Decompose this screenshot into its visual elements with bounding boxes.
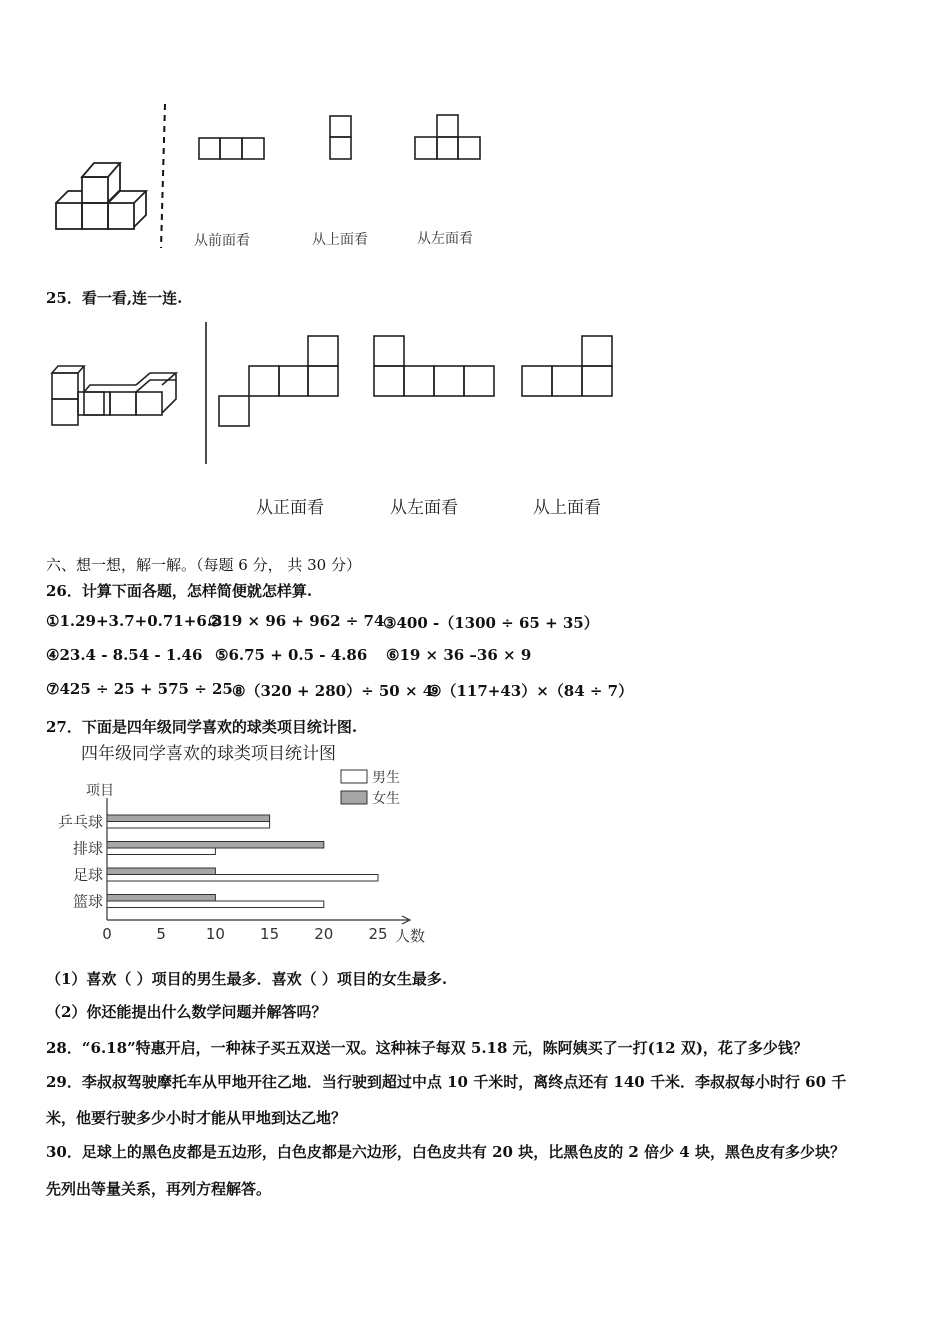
q29-line1: 29．李叔叔驾驶摩托车从甲地开往乙地．当行驶到超过中点 10 千米时，离终点还有 140 千米．李叔叔每小时行 60 千 [46,1073,847,1091]
chart-xlabel: 人数 [395,927,426,945]
x-tick-1: 5 [156,925,166,943]
chart-legend [341,769,400,807]
section6-title: 六、想一想，解一解。（每题 6 分， 共 30 分） [46,556,361,574]
q27-title: 27．下面是四年级同学喜欢的球类项目统计图. [46,718,358,736]
x-tick-3: 15 [260,925,280,943]
q24-dashed-divider [161,104,165,248]
bar-girls-3 [107,895,215,902]
x-tick-5: 25 [368,925,388,943]
q27-sub1: （1）喜欢（ ）项目的男生最多．喜欢（ ）项目的女生最多. [46,970,448,988]
q26-expr-8: ⑧（320 + 280）÷ 50 × 4 [232,682,434,700]
q28-text: 28．“6.18”特惠开启，一种袜子买五双送一双。这种袜子每双 5.18 元，陈阿姨买了一打(12 双)，花了多少钱？ [46,1039,808,1057]
bar-boys-2 [107,875,378,882]
legend-swatch-boys [341,770,367,783]
category-label-1: 排球 [72,839,103,858]
legend-label-boys: 男生 [372,770,400,786]
q24-label-top: 从上面看 [312,232,368,248]
q25-title: 25．看一看,连一连. [46,289,183,307]
q25-view-3 [522,336,612,396]
bar-boys-0 [107,822,270,829]
bar-girls-0 [107,815,270,822]
x-tick-2: 10 [205,925,225,943]
q25-view-1 [219,336,338,426]
q30-line2: 先列出等量关系，再列方程解答。 [46,1180,272,1198]
chart-category-labels [58,813,103,911]
q29-line2: 米，他要行驶多少小时才能从甲地到达乙地？ [46,1109,347,1127]
x-tick-4: 20 [314,925,334,943]
q26-title: 26．计算下面各题，怎样简便就怎样算. [46,582,313,600]
category-label-0: 乒乓球 [57,813,103,831]
q27-sub2: （2）你还能提出什么数学问题并解答吗？ [46,1003,327,1021]
legend-label-girls: 女生 [372,791,400,807]
q25-label-top: 从上面看 [533,498,601,518]
q25-label-front: 从正面看 [256,498,324,518]
bar-boys-1 [107,848,215,855]
chart-title: 四年级同学喜欢的球类项目统计图 [81,744,336,764]
q26-expr-7: ⑦425 ÷ 25 + 575 ÷ 25 [46,680,233,698]
q26-expr-6: ⑥19 × 36 –36 × 9 [386,646,532,664]
q26-expr-3: ③400 -（1300 ÷ 65 + 35） [383,614,599,632]
category-label-3: 篮球 [72,892,103,911]
legend-swatch-girls [341,791,367,804]
q25-cube-stack [52,366,176,425]
q26-expr-5: ⑤6.75 + 0.5 - 4.86 [215,646,368,664]
q27-bar-chart [40,738,460,950]
q24-label-left: 从左面看 [417,231,473,247]
category-label-2: 足球 [72,866,103,884]
q25-view-2 [374,336,494,396]
q24-view-left [415,115,480,159]
q24-cube-stack [56,163,146,229]
q26-expr-1: ①1.29+3.7+0.71+6.3 [46,612,223,630]
q24-view-front [199,138,264,159]
bar-girls-1 [107,842,324,849]
q26-expr-2: ②19 × 96 + 962 ÷ 74 [208,612,385,630]
bar-girls-2 [107,868,215,875]
q25-label-left: 从左面看 [390,498,458,518]
x-tick-0: 0 [102,925,112,943]
q26-expr-4: ④23.4 - 8.54 - 1.46 [46,646,203,664]
bar-boys-3 [107,901,324,908]
q26-expr-9: ⑨（117+43）×（84 ÷ 7） [428,682,634,700]
q24-label-front: 从前面看 [194,233,250,249]
q30-line1: 30．足球上的黑色皮都是五边形，白色皮都是六边形，白色皮共有 20 块，比黑色皮的 2 倍少 4 块，黑色皮有多少块？ [46,1143,845,1161]
chart-bars [107,815,378,908]
chart-ylabel: 项目 [86,783,114,799]
q25-figure [0,318,640,468]
chart-tick-labels [102,925,387,943]
q24-view-top [330,116,351,159]
